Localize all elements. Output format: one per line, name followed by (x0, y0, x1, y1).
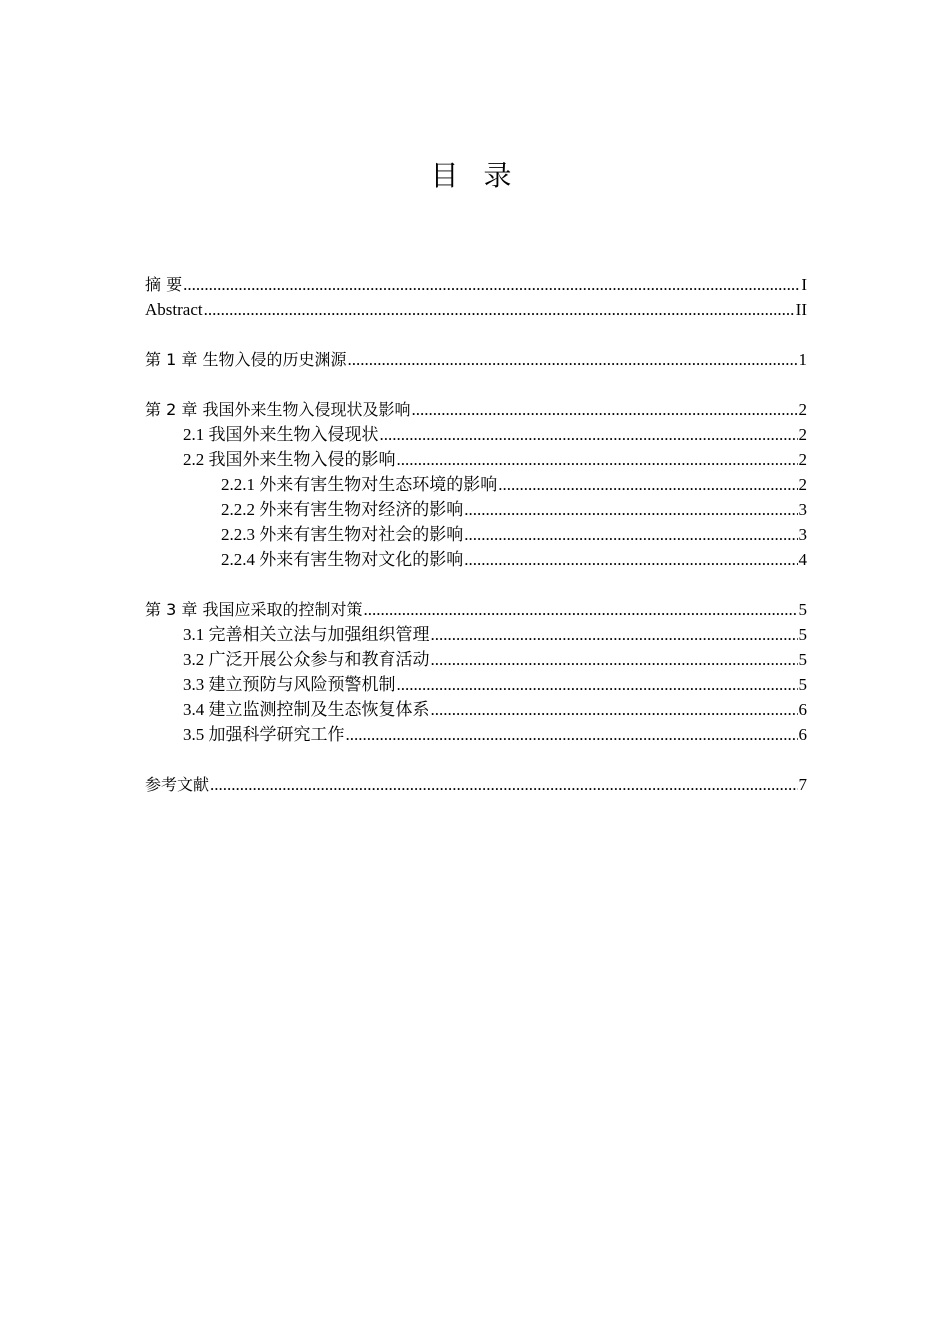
toc-leader-dots (431, 647, 798, 672)
toc-leader-dots (411, 397, 797, 422)
toc-entry-label: 3.4 建立监测控制及生态恢复体系 (183, 700, 430, 719)
toc-entry-label: 第 3 章 我国应采取的控制对策 (145, 600, 363, 619)
toc-entry-label: 参考文献 (145, 775, 210, 794)
toc-entry-section-2-1[interactable] (145, 422, 807, 447)
toc-entry-page: 6 (798, 700, 807, 719)
toc-entry-label: 3.3 建立预防与风险预警机制 (183, 675, 396, 694)
toc-entry-label: 3.2 广泛开展公众参与和教育活动 (183, 650, 430, 669)
toc-entry-page: 5 (798, 625, 807, 644)
toc-entry-page: II (795, 300, 807, 319)
toc-entry-section-2-2[interactable] (145, 447, 807, 472)
toc-leader-dots (210, 772, 797, 797)
toc-entry-chapter-2[interactable] (145, 397, 807, 422)
toc-entry-page: 6 (798, 725, 807, 744)
toc-entry-section-2-2-4[interactable] (145, 547, 807, 572)
toc-entry-page: 4 (798, 550, 807, 569)
toc-entry-page: 3 (798, 525, 807, 544)
toc-entry-label: 2.2 我国外来生物入侵的影响 (183, 450, 396, 469)
toc-leader-dots (397, 447, 798, 472)
toc-entry-label: 2.1 我国外来生物入侵现状 (183, 425, 379, 444)
toc-entry-page: 2 (798, 475, 807, 494)
toc-leader-dots (464, 522, 797, 547)
toc-entry-page: 5 (798, 600, 807, 619)
toc-entry-label: 2.2.1 外来有害生物对生态环境的影响 (221, 475, 498, 494)
toc-leader-dots (347, 347, 797, 372)
toc-entry-page: 7 (798, 775, 807, 794)
toc-entry-page: 3 (798, 500, 807, 519)
toc-leader-dots (380, 422, 798, 447)
toc-leader-dots (183, 272, 800, 297)
toc-entry-label: 第 1 章 生物入侵的历史渊源 (145, 350, 347, 369)
toc-entry-label: 2.2.3 外来有害生物对社会的影响 (221, 525, 464, 544)
toc-entry-section-3-5[interactable] (145, 722, 807, 747)
toc-entry-section-3-3[interactable] (145, 672, 807, 697)
toc-entry-label: 摘 要 (145, 275, 183, 294)
toc-entry-label: 2.2.2 外来有害生物对经济的影响 (221, 500, 464, 519)
toc-entry-abstract-cn[interactable] (145, 272, 807, 297)
toc-entry-page: 2 (798, 450, 807, 469)
toc-entry-section-2-2-3[interactable] (145, 522, 807, 547)
toc-entry-label: 3.5 加强科学研究工作 (183, 725, 345, 744)
toc-entry-page: 2 (798, 400, 807, 419)
toc-entry-label: 3.1 完善相关立法与加强组织管理 (183, 625, 430, 644)
toc-entry-references[interactable] (145, 772, 807, 797)
toc-leader-dots (464, 547, 797, 572)
toc-entry-page: I (801, 275, 807, 294)
toc-entry-chapter-3[interactable] (145, 597, 807, 622)
toc-leader-dots (431, 697, 798, 722)
toc-entry-section-2-2-2[interactable] (145, 497, 807, 522)
toc-leader-dots (204, 297, 795, 322)
toc-entry-page: 2 (798, 425, 807, 444)
toc-entry-section-3-4[interactable] (145, 697, 807, 722)
toc-entry-label: 第 2 章 我国外来生物入侵现状及影响 (145, 400, 411, 419)
toc-leader-dots (397, 672, 798, 697)
toc-entry-label: Abstract (145, 300, 203, 319)
toc-entry-page: 5 (798, 675, 807, 694)
toc-leader-dots (363, 597, 797, 622)
toc-entry-chapter-1[interactable] (145, 347, 807, 372)
toc-entry-section-3-2[interactable] (145, 647, 807, 672)
toc-entry-section-3-1[interactable] (145, 622, 807, 647)
toc-leader-dots (498, 472, 797, 497)
page-title: 目 录 (430, 159, 520, 192)
toc-leader-dots (346, 722, 798, 747)
toc-entry-page: 1 (798, 350, 807, 369)
toc-entry-section-2-2-1[interactable] (145, 472, 807, 497)
table-of-contents (145, 272, 807, 797)
toc-entry-label: 2.2.4 外来有害生物对文化的影响 (221, 550, 464, 569)
toc-leader-dots (464, 497, 797, 522)
toc-leader-dots (431, 622, 798, 647)
toc-entry-page: 5 (798, 650, 807, 669)
toc-entry-abstract-en[interactable] (145, 297, 807, 322)
